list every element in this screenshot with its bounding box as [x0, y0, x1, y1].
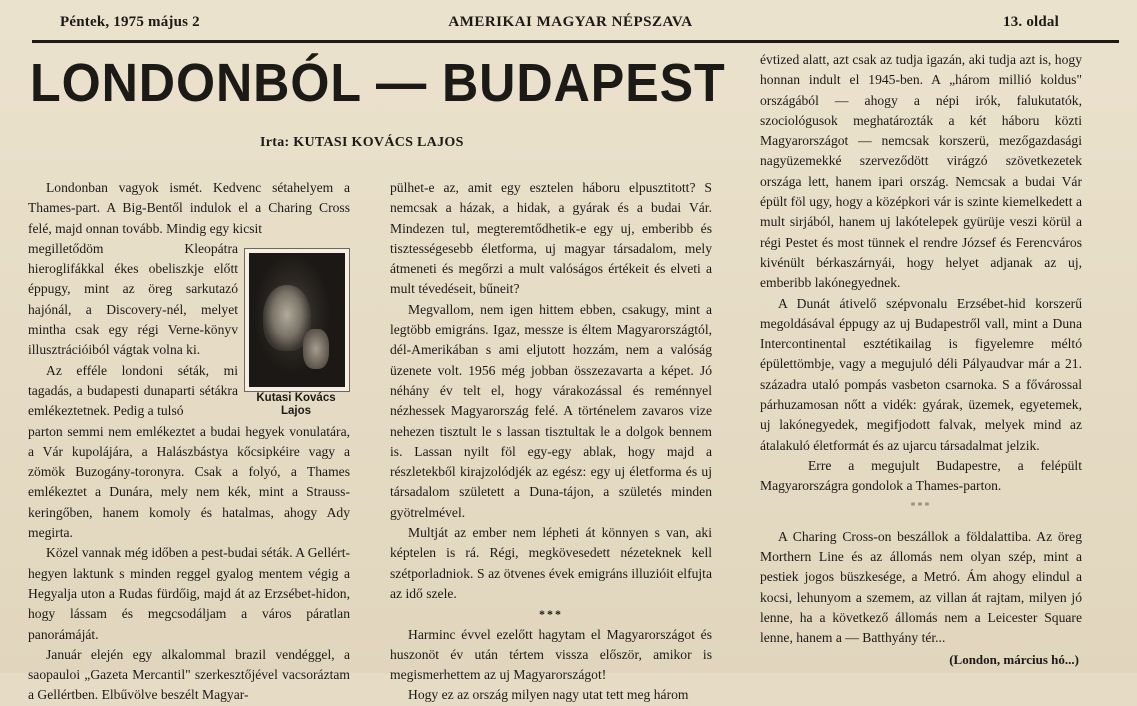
article-byline: Irta: KUTASI KOVÁCS LAJOS — [260, 135, 464, 150]
paragraph: évtized alatt, azt csak az tudja igazán, aki tudja azt is, hogy honnan indult el 1945-ben. A „három millió koldus" országából — ahogy a népi irók, falukutatók, szociológusok meghatározták a két háboru közti Magyarországot — nemcsak korszerü, mezőgazdasági nagyüzemekké szerveződött virágzó szövetkezetek országa lett, hanem ipari ország. Nemcsak a budai Vár épült föl ugy, hogy a középkori vár is szinte kiemelkedett a mult sirjából, hanem uj lakótelepek gyürüje veszi körül a régi Pestet és most tünnek el rendre József és Ferencváros kivénült bérkaszárnyái, hogy helyet adjanak az uj, emberibb lakónegyednek. — [760, 52, 1082, 291]
column-2 — [390, 178, 712, 706]
newspaper-name: AMERIKAI MAGYAR NÉPSZAVA — [448, 14, 693, 30]
header-rule — [32, 40, 1119, 43]
paragraph: pülhet-e az, amit egy esztelen háboru elpusztitott? S nemcsak a házak, a hidak, a gyárak és a budai Vár. Mindezen tul, megteremtődhetik-e egy uj, emberibb és tisztességesebb életforma, uj magyar társadalom, mely átmeneti és megőrzi a mult valóságos értékeit és elveti a mult tévedéseit, bűneit? — [390, 180, 712, 297]
article-headline: LONDONBÓL — BUDAPEST — [30, 53, 726, 113]
paragraph: Közel vannak még időben a pest-budai séták. A Gellért-hegyen laktunk s minden reggel gyalog mentem végig a Hegyalja uton a Rudas fürdőig, majd át az Erzsébet-hidon, hogy lássam és megcsodáljam a város páratlan panorámáját. — [28, 545, 350, 642]
article-signoff: (London, március hó...) — [949, 652, 1079, 667]
paragraph: A Dunát átivelő szépvonalu Erzsébet-hid korszerű megoldásával éppugy az uj Budapestről vall, mint a Duna Intercontinental esztétikailag is figyelemre méltó épülettömbje, vagy a megujuló déli Pályaudvar már a 21. századra utaló pompás vasbeton csarnoka. S a fővárossal párhuzamosan nőtt a vidék: gyárak, üzemek, egyetemek, uj lakónegyedek, megifjodott falvak, melyek mind az átalakuló életformát és az ujarcu társadalmat jelzik. — [760, 295, 1082, 453]
paragraph: Harminc évvel ezelőtt hagytam el Magyarországot és huszonöt év után tértem vissza először, amikor is megismerhettem az uj Magyarországot! — [390, 626, 712, 683]
section-separator: *** — [539, 607, 563, 622]
paragraph: Január elején egy alkalommal brazil vendéggel, a saopauloi „Gazeta Mercantil" szerkesztőjével vacsoráztam a Gellértben. Elbűvölve beszélt Magyar- — [28, 646, 350, 703]
photo-caption: Kutasi Kovács Lajos — [256, 392, 336, 417]
section-separator: *** — [910, 500, 932, 512]
paragraph: Hogy ez az ország milyen nagy utat tett meg három — [408, 687, 689, 703]
paragraph-continued: megilletődöm Kleopátra hieroglifákkal ékes obeliszkje előtt éppugy, mint az öreg sarkutazó hajónál, a Discovery-nél, melyet mintha csak egy régi Verne-könyv illusztrációiból vágtak volna ki. — [28, 240, 238, 358]
page-header — [32, 14, 1109, 36]
paragraph: Megvallom, nem igen hittem ebben, csakugy, mint a legtöbb emigráns. Igaz, messze is éltem Magyarországtól, dél-Amerikában s ami eljutott hozzám, nem a valóság üzenete volt. 1956 még jobban összezavarta a képet. Jó néhány év telt el, hogy várakozással és reménnyel nézhessek Magyarország felé. A történelem zavaros vize nehezen tisztult le s lassan tisztultak le a dolgok bennem is. Lassan nyilt föl egy-egy ablak, hogy majd a részletekből kirajzolódjék az egész: egy uj életforma és uj társadalom született a Duna-tájon, a születés minden gyötrelmével. — [390, 301, 712, 520]
paragraph: Multját az ember nem lépheti át könnyen s van, aki képtelen is rá. Régi, megkövesedett nézeteknek kell szétporladniok. S az ötvenes évek emigráns illuzióit elfujta az idő szele. — [390, 525, 712, 601]
paragraph-lead: Londonban vagyok ismét. Kedvenc sétahelyem a Thames-part. A Big-Bentől indulok el a Charing Cross felé, majd onnan tovább. Mindig egy kicsit — [28, 180, 350, 236]
column-3 — [760, 50, 1082, 649]
author-photo — [244, 248, 350, 392]
paragraph: Erre a megujult Budapestre, a felépült Magyarországra gondolok a Thames-parton. — [760, 457, 1082, 494]
page-number: 13. oldal — [1003, 14, 1059, 30]
issue-date: Péntek, 1975 május 2 — [60, 14, 200, 30]
paragraph-continued: parton semmi nem emlékeztet a budai hegyek vonulatára, a Vár kupolájára, a Halászbástya kőcsipkéire vagy a zömök Buzogány-toronyra. Csak a folyó, a Thames emlékeztet a Dunára, mely nem kék, mint a Strauss-keringőben, hanem komoly és hatalmas, ahogy Ady megirta. — [28, 423, 350, 541]
paragraph: Az efféle londoni séták, mi tagadás, a budapesti dunaparti sétákra emlékeztetnek. Pedig a tulsó — [28, 362, 238, 419]
paragraph: A Charing Cross-on beszállok a földalattiba. Az öreg Morthern Line és az állomás nem olyan szép, mint a pestiek jogos büszkesége, a Metró. Ám ahogy elindul a kocsi, lehunyom a szemem, az villan át rajtam, milyen jó lenne, ha a következő állomás nem a Leicester Square lenne, hanem a — Batthyány tér... — [760, 528, 1082, 646]
